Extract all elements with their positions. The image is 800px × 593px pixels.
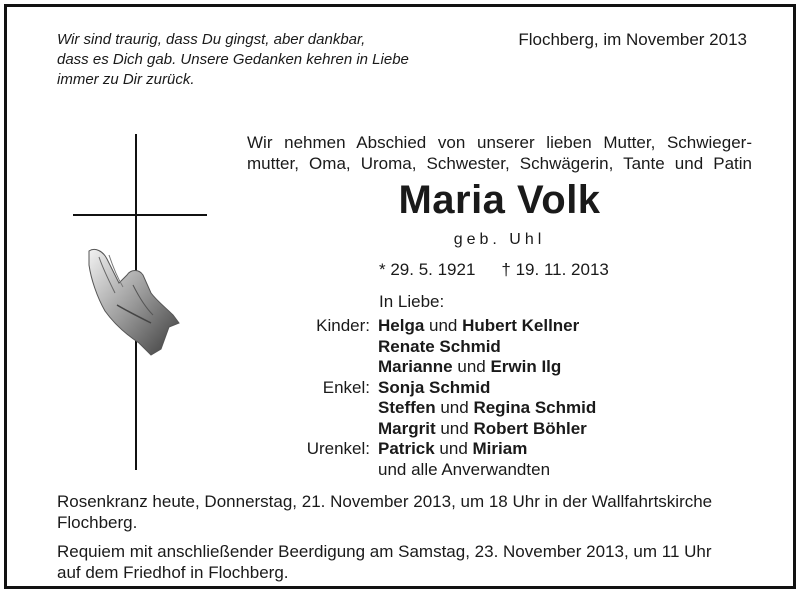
birth-date: * 29. 5. 1921 <box>379 260 476 279</box>
cross-bar <box>73 214 207 216</box>
life-dates <box>379 260 609 280</box>
relation-label <box>247 460 378 481</box>
mourner-row <box>247 357 752 378</box>
mourner-name: Marianne <box>378 357 453 376</box>
poem-line: dass es Dich gab. Unsere Gedanken kehren in Liebe <box>57 51 409 68</box>
mourner-row <box>247 419 752 440</box>
requiem-notice-line: Requiem mit anschließender Beerdigung am Samstag, 23. November 2013, um 11 Uhr <box>57 542 712 561</box>
connector-text: und alle Anverwandten <box>378 459 551 479</box>
birth-name: geb. Uhl <box>453 231 546 248</box>
relation-label <box>247 357 378 378</box>
mourner-names <box>378 378 490 399</box>
mourner-names <box>378 357 561 378</box>
connector-text: und <box>424 316 463 335</box>
connector-text: und <box>434 439 473 458</box>
mourner-name: Sonja Schmid <box>378 377 491 397</box>
rosary-notice-line: Rosenkranz heute, Donnerstag, 21. November 2013, um 18 Uhr in der Wallfahrtskirche <box>57 492 713 511</box>
mourner-row <box>247 460 752 481</box>
poem-line: Wir sind traurig, dass Du gingst, aber dankbar, <box>57 31 366 48</box>
mourner-row <box>247 439 752 460</box>
rosary-notice-line: Flochberg. <box>57 513 138 532</box>
mourner-names <box>378 398 596 419</box>
intro-text <box>247 132 752 174</box>
connector-text: und <box>435 418 474 438</box>
deceased-name: Maria Volk <box>398 178 601 222</box>
mourners-list <box>247 316 752 480</box>
mourner-name: Miriam <box>472 439 528 458</box>
connector-text: und <box>435 398 474 417</box>
intro-line: Wir nehmen Abschied von unserer lieben Mutter, Schwieger- <box>247 133 752 152</box>
mourner-names <box>378 419 587 440</box>
mourner-names <box>378 337 501 358</box>
mourner-name: Margrit <box>378 418 436 438</box>
relation-label <box>247 337 378 358</box>
mourner-names <box>378 439 527 460</box>
praying-hands-icon <box>81 245 183 357</box>
connector-text: und <box>452 357 491 376</box>
mourners-heading: In Liebe: <box>379 292 445 311</box>
poem-line: immer zu Dir zurück. <box>57 71 195 88</box>
place-date: Flochberg, im November 2013 <box>518 30 747 49</box>
mourner-names <box>378 460 550 481</box>
mourner-row <box>247 378 752 399</box>
mourner-row <box>247 337 752 358</box>
intro-line: mutter, Oma, Uroma, Schwester, Schwägerin, Tante und Patin <box>247 154 752 173</box>
service-notices <box>57 491 757 583</box>
relation-label: Enkel: <box>322 377 370 397</box>
requiem-notice-line: auf dem Friedhof in Flochberg. <box>57 563 289 582</box>
obituary-frame <box>4 4 796 589</box>
mourner-name: Steffen <box>378 398 436 417</box>
mourner-name: Regina Schmid <box>473 398 597 417</box>
relation-label: Urenkel: <box>306 439 370 458</box>
relation-label: Kinder: <box>316 316 370 335</box>
mourner-name: Patrick <box>378 439 435 458</box>
mourner-row <box>247 398 752 419</box>
memorial-poem <box>57 30 477 90</box>
death-date: † 19. 11. 2013 <box>501 260 609 279</box>
mourner-name: Renate Schmid <box>378 336 501 356</box>
mourner-name: Hubert Kellner <box>462 316 580 335</box>
mourner-name: Robert Böhler <box>473 418 587 438</box>
mourner-name: Erwin Ilg <box>490 357 562 376</box>
mourner-names <box>378 316 579 337</box>
mourner-name: Helga <box>378 316 425 335</box>
relation-label <box>247 398 378 419</box>
mourner-row <box>247 316 752 337</box>
relation-label <box>247 419 378 440</box>
